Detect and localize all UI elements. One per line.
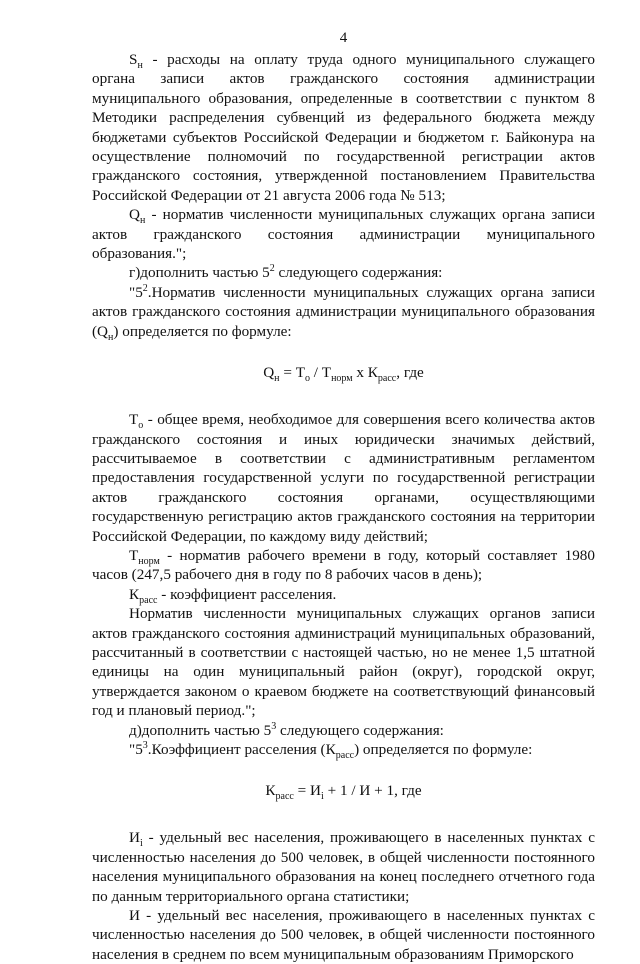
text-part: "5 (129, 741, 143, 758)
text-part: ) определяется по формуле: (354, 741, 533, 758)
formula-part: , где (396, 364, 424, 382)
text-part: .Коэффициент расселения (К (147, 741, 336, 758)
formula-subscript: i (321, 791, 324, 803)
superscript: 3 (142, 739, 148, 751)
definition-text: - коэффициент расселения. (157, 585, 337, 603)
paragraph-krass-definition (92, 585, 595, 604)
text-part: .Норматив численности муниципальных служащих органа записи актов гражданского состояния администрации муниципального образования (Q (92, 283, 595, 340)
formula-subscript: расс (275, 791, 294, 803)
formula-subscript: о (304, 373, 310, 385)
superscript: 2 (142, 282, 148, 294)
paragraph-amendment-g (92, 263, 595, 282)
symbol: И (129, 829, 140, 847)
text-part: следующего содержания: (274, 264, 443, 282)
text-part: г)дополнить частью 5 (129, 264, 270, 282)
paragraph-qn-definition (92, 205, 595, 263)
definition-text: - норматив рабочего времени в году, который составляет 1980 часов (247,5 рабочего дня в году по 8 рабочих часов в день); (92, 546, 595, 584)
symbol: S (129, 51, 138, 68)
superscript: 3 (271, 720, 277, 732)
paragraph-i-definition: И - удельный вес населения, проживающего в населенных пунктах с численностью населения до 500 человек, в общей численности постоянного населения в среднем по всем муниципальным образованиям Приморского (92, 907, 595, 963)
formula-part: Q (263, 364, 275, 382)
formula-part: х К (352, 364, 378, 382)
paragraph-part-5-3 (92, 739, 595, 762)
superscript: 2 (269, 263, 275, 275)
symbol: Т (129, 546, 139, 564)
subscript: расс (335, 750, 355, 762)
symbol-subscript: н (139, 215, 146, 227)
text-part: следующего содержания: (276, 721, 444, 739)
symbol: Т (129, 411, 139, 429)
definition-text: - удельный вес населения, проживающего в населенных пунктах с численностью населения до 500 человек, в общей численности постоянного населения муниципального образования на конец последнего отчетного года по данным территориального органа статистики; (92, 829, 595, 905)
symbol-subscript: о (138, 420, 144, 432)
symbol: К (129, 585, 140, 603)
paragraph-ii-definition (92, 828, 595, 906)
symbol-subscript: расс (139, 594, 158, 606)
symbol-subscript: н (137, 60, 143, 72)
paragraph-tnorm-definition (92, 546, 595, 585)
subscript: н (108, 331, 114, 343)
document-page (92, 30, 595, 964)
definition-text: - общее время, необходимое для совершения всего количества актов гражданского состояния и иных юридически значимых действий, рассчитываемое в соответствии с административным регламентом предоставления государственной услуги по государственной регистрации актов гражданского состояния органами, осуществляющими государственную регистрацию актов гражданского состояния на территории Российской Федерации, по каждому виду действий; (92, 411, 595, 545)
paragraph-staff-norm: Норматив численности муниципальных служащих органов записи актов гражданского состояния администраций муниципальных образований, рассчитанный в соответствии с настоящей частью, но не менее 1,5 штатной единицы на один муниципальный район (округ), городской округ, утверждается законом о краевом бюджете на соответствующий финансовый год и плановый период."; (92, 605, 595, 720)
definition-text: - расходы на оплату труда одного муниципального служащего органа записи актов гражданского состояния администрации муниципального образования, определенные в соответствии с пунктом 8 Методики распределения субвенций из федерального бюджета между бюджетами субъектов Российской Федерации и бюджетом г. Байконура на осуществление полномочий по государственной регистрации актов гражданского состояния, утвержденной постановлением Правительства Российской Федерации от 21 августа 2006 года № 513; (92, 51, 595, 204)
formula-part: / Т (309, 364, 332, 382)
text-part: "5 (129, 283, 143, 301)
formula-subscript: н (274, 373, 280, 385)
symbol: Q (129, 206, 140, 224)
formula-krass (92, 781, 595, 803)
symbol-subscript: i (139, 838, 143, 850)
definition-text: - норматив численности муниципальных служащих органа записи актов гражданского состояния администрации муниципального образования."; (92, 206, 595, 263)
formula-subscript: расс (377, 373, 397, 385)
formula-part: + 1 / И + 1, где (323, 782, 422, 800)
formula-qn (92, 363, 595, 385)
paragraph-sn-definition (92, 50, 595, 205)
formula-part: = И (293, 782, 321, 800)
paragraph-amendment-d (92, 721, 595, 740)
page-number: 4 (339, 30, 348, 46)
formula-subscript: норм (331, 373, 353, 385)
formula-part: К (265, 782, 276, 800)
paragraph-to-definition (92, 410, 595, 546)
paragraph-part-5-2 (92, 283, 595, 341)
formula-part: = Т (279, 364, 305, 382)
symbol-subscript: норм (138, 555, 160, 567)
text-part: ) определяется по формуле: (113, 322, 292, 340)
text-part: д)дополнить частью 5 (129, 721, 272, 739)
